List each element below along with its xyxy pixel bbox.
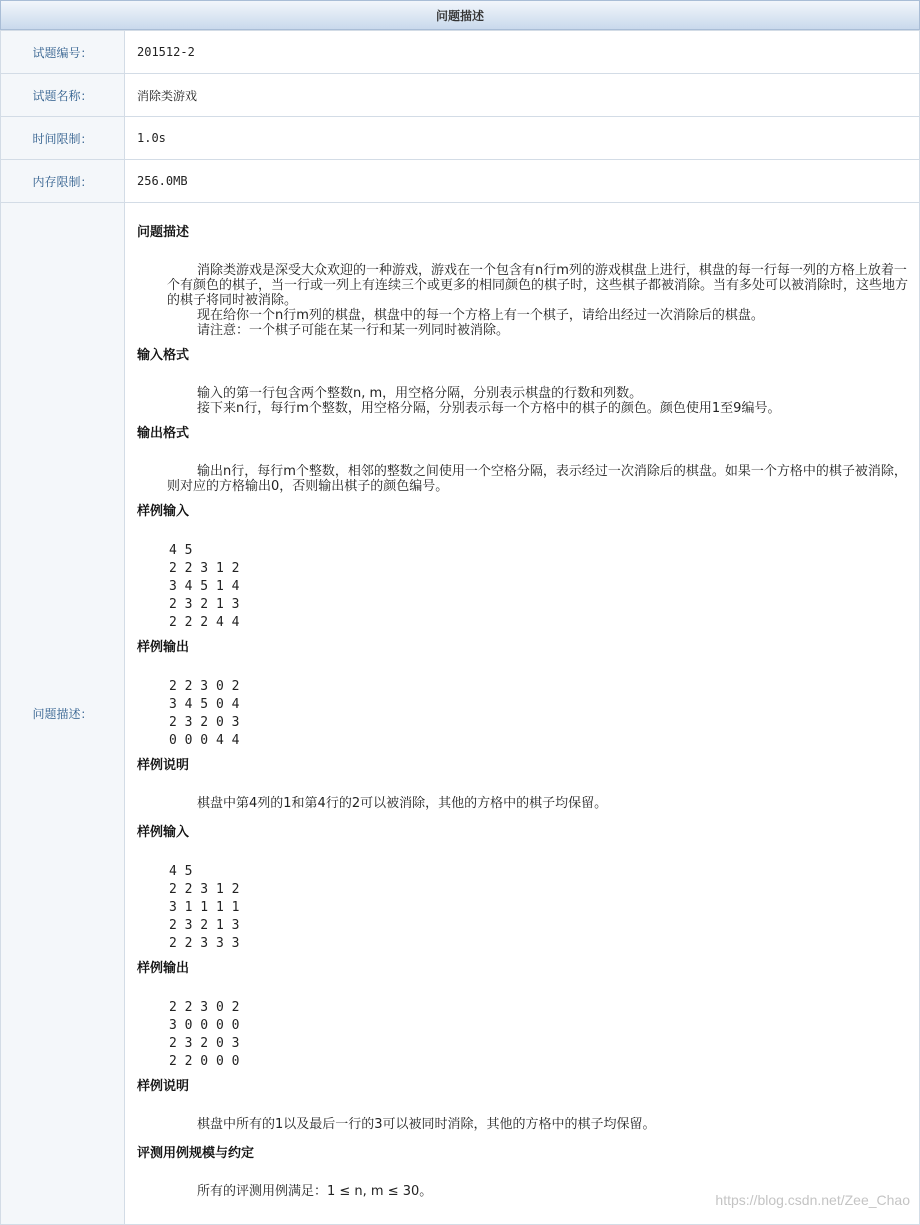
section-title-sample-output-2: 样例输出 [137, 961, 190, 976]
row-time-limit [1, 117, 920, 160]
header-title: 问题描述 [435, 9, 484, 23]
output-format-paragraph-1: 输出n行，每行m个整数，相邻的整数之间使用一个空格分隔，表示经过一次消除后的棋盘。如果一个方格中的棋子被消除，则对应的方格输出0，否则输出棋子的颜色编号。 [167, 464, 907, 494]
problem-description-body [125, 203, 920, 1225]
row-problem-id [1, 31, 920, 74]
label-memory-limit: 内存限制： [1, 160, 125, 203]
row-problem-name [1, 74, 920, 117]
value-problem-name: 消除类游戏 [125, 74, 920, 117]
row-memory-limit [1, 160, 920, 203]
section-title-sample-explanation-2: 样例说明 [137, 1079, 190, 1094]
scale-paragraph-1: 所有的评测用例满足：1 ≤ n, m ≤ 30。 [197, 1184, 433, 1199]
description-paragraph-2: 现在给你一个n行m列的棋盘，棋盘中的每一个方格上有一个棋子，请给出经过一次消除后的棋盘。 [197, 308, 764, 323]
input-format-paragraph-1: 输入的第一行包含两个整数n, m，用空格分隔，分别表示棋盘的行数和列数。 [197, 386, 643, 401]
problem-info-table [0, 30, 920, 1225]
sample-input-2: 4 5 2 2 3 1 2 3 1 1 1 1 2 3 2 1 3 2 2 3 3 3 [169, 864, 240, 951]
section-title-description: 问题描述 [137, 225, 190, 240]
label-problem-description: 问题描述： [1, 203, 125, 1225]
value-time-limit: 1.0s [125, 117, 920, 160]
sample-output-1: 2 2 3 0 2 3 4 5 0 4 2 3 2 0 3 0 0 0 4 4 [169, 679, 240, 748]
section-title-sample-input-2: 样例输入 [137, 825, 190, 840]
section-title-sample-explanation-1: 样例说明 [137, 758, 190, 773]
section-title-sample-input-1: 样例输入 [137, 504, 190, 519]
row-problem-description [1, 203, 920, 1225]
description-paragraph-3: 请注意：一个棋子可能在某一行和某一列同时被消除。 [197, 323, 510, 338]
watermark: https://blog.csdn.net/Zee_Chao [715, 1192, 910, 1208]
label-time-limit: 时间限制： [1, 117, 125, 160]
description-paragraph-1: 消除类游戏是深受大众欢迎的一种游戏，游戏在一个包含有n行m列的游戏棋盘上进行，棋盘的每一行每一列的方格上放着一个有颜色的棋子，当一行或一列上有连续三个或更多的相同颜色的棋子时，这些棋子都被消除。当有多处可以被消除时，这些地方的棋子将同时被消除。 [167, 263, 909, 308]
section-title-input-format: 输入格式 [137, 348, 190, 363]
value-problem-id: 201512-2 [125, 31, 920, 74]
input-format-paragraph-2: 接下来n行，每行m个整数，用空格分隔，分别表示每一个方格中的棋子的颜色。颜色使用1至9编号。 [197, 401, 781, 416]
section-title-output-format: 输出格式 [137, 426, 190, 441]
section-title-scale: 评测用例规模与约定 [137, 1146, 255, 1161]
label-problem-name: 试题名称： [1, 74, 125, 117]
sample-input-1: 4 5 2 2 3 1 2 3 4 5 1 4 2 3 2 1 3 2 2 2 4 4 [169, 543, 240, 630]
sample-explanation-2: 棋盘中所有的1以及最后一行的3可以被同时消除，其他的方格中的棋子均保留。 [197, 1117, 656, 1132]
label-problem-id: 试题编号： [1, 31, 125, 74]
sample-explanation-1: 棋盘中第4列的1和第4行的2可以被消除，其他的方格中的棋子均保留。 [197, 796, 608, 811]
page-header [0, 0, 920, 30]
sample-output-2: 2 2 3 0 2 3 0 0 0 0 2 3 2 0 3 2 2 0 0 0 [169, 1000, 240, 1069]
value-memory-limit: 256.0MB [125, 160, 920, 203]
section-title-sample-output-1: 样例输出 [137, 640, 190, 655]
